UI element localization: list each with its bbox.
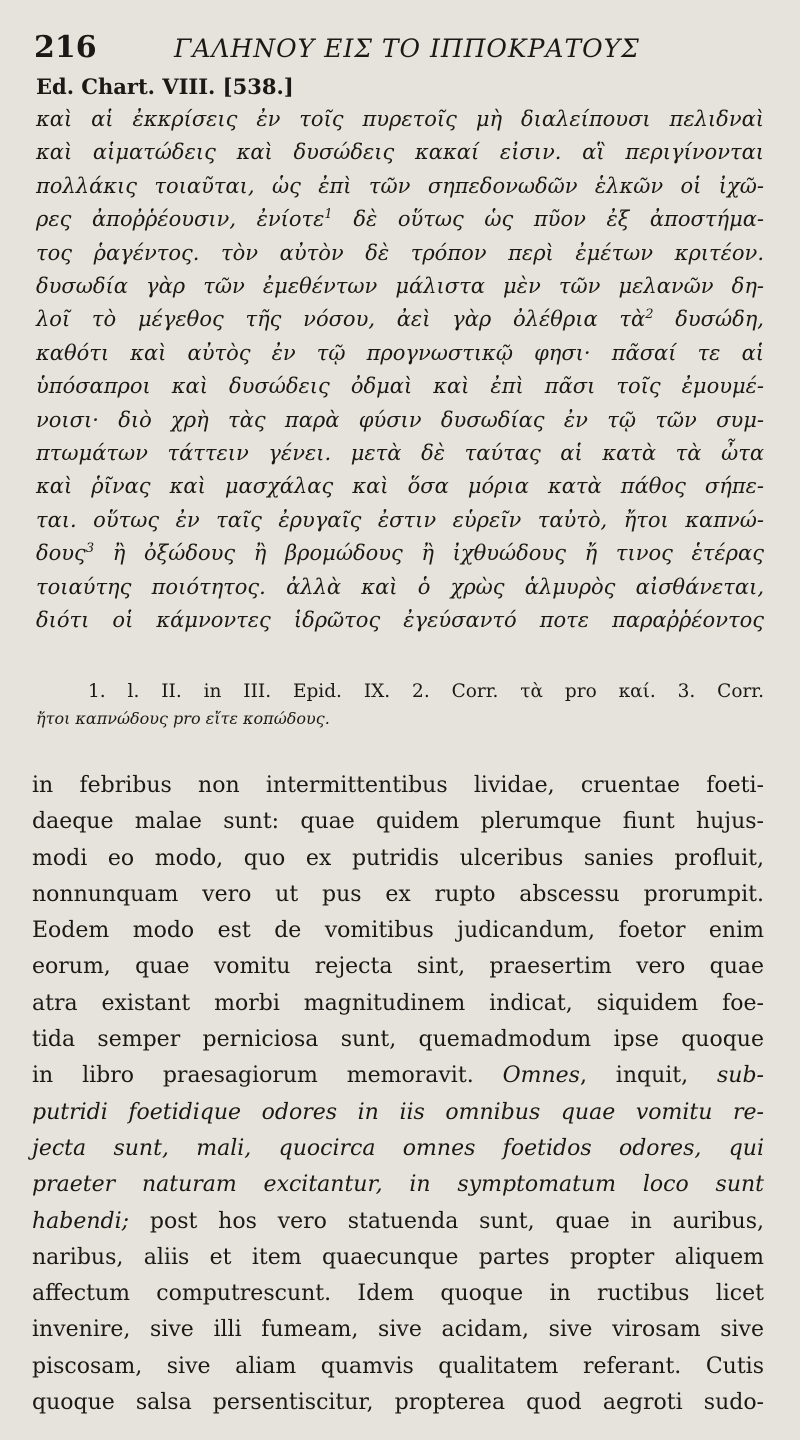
footnote-line: ἤτοι καπνώδους pro εἴτε κοπώδους. (36, 709, 330, 728)
greek-line: διότι οἱ κάμνοντες ἱδρῶτος ἐγεύσαντό ποτε παραῤῥέοντος (36, 608, 764, 633)
greek-line: δους$^3$ ἢ ὀξώδους ἢ βρομώδους ἢ ἰχθυώδους ἤ τινος ἑτέρας (36, 541, 764, 566)
running-title: ΓΑΛΗΝΟΥ ΕΙΣ ΤΟ ΙΠΠΟΚΡΑΤΟΥΣ (174, 34, 640, 63)
greek-line: καὶ ῥῖνας καὶ μασχάλας καὶ ὅσα μόρια κατὰ πάθος σήπε- (36, 474, 764, 499)
latin-line: putridi foetidique odores in iis omnibus quae vomitu re- (32, 1099, 764, 1125)
latin-line: atra existant morbi magnitudinem indicat, siquidem foe- (32, 990, 764, 1016)
greek-line: λοῖ τὸ μέγεθος τῆς νόσου, ἀεὶ γὰρ ὀλέθρια τὰ$^2$ δυσώδη, (36, 307, 764, 332)
greek-line: ρες ἀποῤῥέουσιν, ἐνίοτε$^1$ δὲ οὕτως ὡς πῦον ἐξ ἀποστήμα- (36, 207, 765, 232)
latin-text-block (32, 768, 764, 1421)
greek-line: τοιαύτης ποιότητος. ἀλλὰ καὶ ὁ χρὼς ἁλμυρὸς αἰσθάνεται, (36, 574, 764, 599)
latin-line: nonnunquam vero ut pus ex rupto abscessu prorumpit. (32, 881, 764, 907)
latin-line: jecta sunt, mali, quocirca omnes foetidos odores, qui (32, 1135, 764, 1161)
latin-line: in libro praesagiorum memoravit. Omnes, inquit, sub- (32, 1063, 764, 1089)
greek-line: δυσωδία γὰρ τῶν ἐμεθέντων μάλιστα μὲν τῶν μελανῶν δη- (36, 274, 764, 299)
latin-line: tida semper perniciosa sunt, quemadmodum ipse quoque (32, 1027, 764, 1053)
latin-line: naribus, aliis et item quaecunque partes propter aliquem (32, 1244, 764, 1270)
latin-line: quoque salsa persentiscitur, propterea quod aegroti sudo- (32, 1390, 764, 1416)
latin-line: in febribus non intermittentibus lividae, cruentae foeti- (32, 773, 764, 798)
greek-line: πτωμάτων τάττειν γένει. μετὰ δὲ ταύτας αἱ κατὰ τὰ ὦτα (36, 441, 764, 466)
greek-line: ται. οὕτως ἐν ταῖς ἐρυγαῖς ἐστιν εὑρεῖν ταὐτὸ, ἤτοι καπνώ- (36, 507, 764, 532)
greek-line: νοισι· διὸ χρὴ τὰς παρὰ φύσιν δυσωδίας ἐν τῷ τῶν συμ- (36, 407, 764, 432)
greek-line: καὶ αἱ ἐκκρίσεις ἐν τοῖς πυρετοῖς μὴ διαλείπουσι πελιδναὶ (36, 107, 764, 131)
greek-line: τος ῥαγέντος. τὸν αὐτὸν δὲ τρόπον περὶ ἐμέτων κριτέον. (36, 240, 764, 265)
greek-line: ὑπόσαπροι καὶ δυσώδεις ὀδμαὶ καὶ ἐπὶ πᾶσι τοῖς ἐμουμέ- (36, 374, 764, 399)
latin-line: daeque malae sunt: quae quidem plerumque fiunt hujus- (32, 809, 764, 835)
greek-line: καὶ αἱματώδεις καὶ δυσώδεις κακαί εἰσιν. αἳ περιγίνονται (36, 140, 764, 165)
latin-line: habendi; post hos vero statuenda sunt, quae in auribus, (32, 1208, 764, 1234)
greek-line: πολλάκις τοιαῦται, ὡς ἐπὶ τῶν σηπεδονωδῶν ἑλκῶν οἱ ἰχῶ- (36, 173, 764, 198)
edition-reference: Ed. Chart. VIII. [538.] (36, 74, 294, 99)
latin-line: praeter naturam excitantur, in symptomatum loco sunt (32, 1172, 764, 1198)
latin-line: modi eo modo, quo ex putridis ulceribus sanies profluit, (32, 845, 764, 871)
latin-line: invenire, sive illi fumeam, sive acidam, sive virosam sive (32, 1317, 764, 1343)
latin-line: affectum computrescunt. Idem quoque in ructibus licet (32, 1281, 764, 1307)
page-header (34, 30, 774, 70)
latin-line: piscosam, sive aliam quamvis qualitatem referant. Cutis (32, 1353, 764, 1379)
latin-line: Eodem modo est de vomitibus judicandum, foetor enim (32, 918, 764, 944)
greek-line: καθότι καὶ αὐτὸς ἐν τῷ προγνωστικῷ φησι· πᾶσαί τε αἱ (36, 340, 764, 365)
footnote-line: 1. l. II. in III. Epid. IX. 2. Corr. τὰ pro καί. 3. Corr. (88, 681, 764, 702)
footnotes (36, 678, 764, 732)
page-number: 216 (34, 30, 97, 65)
latin-line: eorum, quae vomitu rejecta sint, praesertim vero quae (32, 954, 764, 980)
greek-text-block (36, 103, 764, 638)
